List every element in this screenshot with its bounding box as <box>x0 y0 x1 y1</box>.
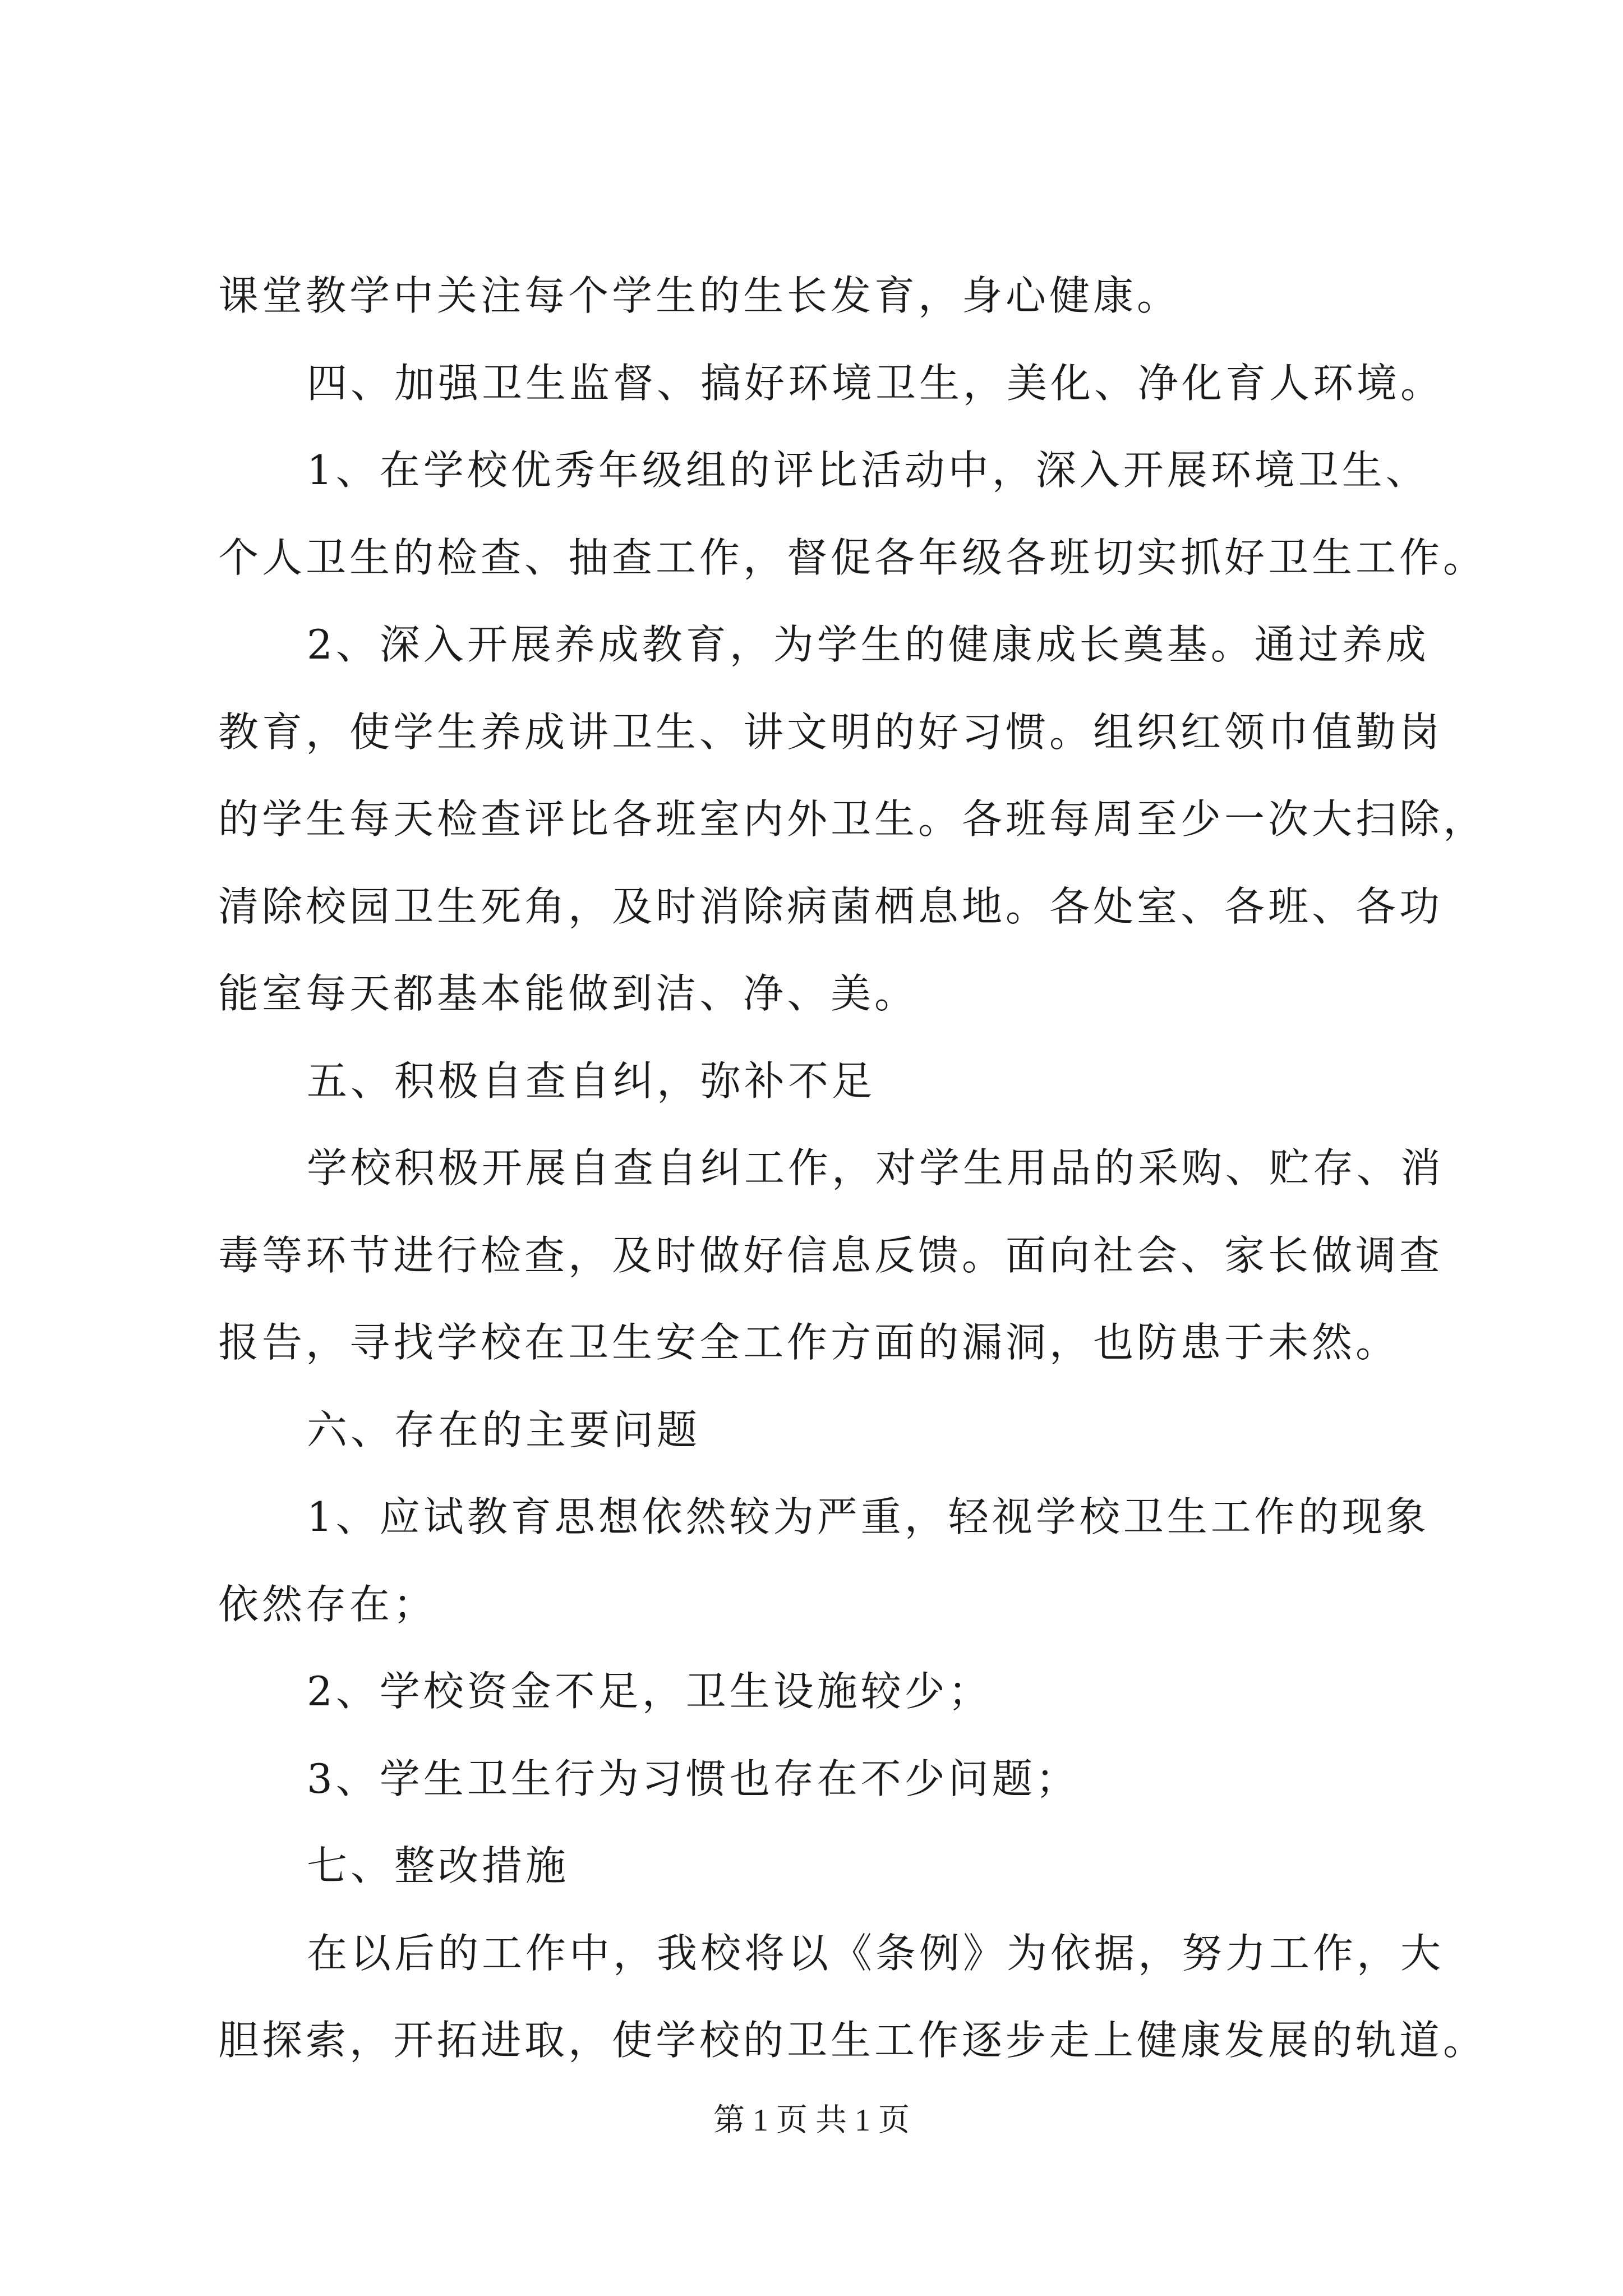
text-line: 个人卫生的检查、抽查工作，督促各年级各班切实抓好卫生工作。 <box>218 533 1487 581</box>
document-body <box>218 252 1487 2085</box>
text-line: 在以后的工作中，我校将以《条例》为依据，努力工作，大 <box>307 1929 1445 1977</box>
text-line: 2、深入开展养成教育，为学生的健康成长奠基。通过养成 <box>307 621 1430 668</box>
page-footer <box>0 2101 1623 2140</box>
text-line: 毒等环节进行检查，及时做好信息反馈。面向社会、家长做调查 <box>218 1231 1444 1279</box>
text-line: 胆探索，开拓进取，使学校的卫生工作逐步走上健康发展的轨道。 <box>218 2017 1487 2064</box>
text-line: 五、积极自查自纠，弥补不足 <box>307 1057 876 1105</box>
text-line: 四、加强卫生监督、搞好环境卫生，美化、净化育人环境。 <box>307 359 1445 407</box>
text-line: 能室每天都基本能做到洁、净、美。 <box>218 970 919 1017</box>
text-line: 课堂教学中关注每个学生的生长发育，身心健康。 <box>218 272 1181 319</box>
text-line: 清除校园卫生死角，及时消除病菌栖息地。各处室、各班、各功 <box>218 882 1444 930</box>
page-number-label: 第 1 页 共 1 页 <box>713 2103 910 2138</box>
text-line: 七、整改措施 <box>307 1842 570 1889</box>
text-line: 报告，寻找学校在卫生安全工作方面的漏洞，也防患于未然。 <box>218 1319 1400 1366</box>
text-line: 教育，使学生养成讲卫生、讲文明的好习惯。组织红领巾值勤岗 <box>218 708 1444 756</box>
text-line: 3、学生卫生行为习惯也存在不少问题； <box>307 1755 1080 1802</box>
text-line: 依然存在； <box>218 1580 437 1628</box>
text-line: 学校积极开展自查自纠工作，对学生用品的采购、贮存、消 <box>307 1144 1445 1191</box>
text-line: 六、存在的主要问题 <box>307 1406 701 1453</box>
text-line: 的学生每天检查评比各班室内外卫生。各班每周至少一次大扫除， <box>218 795 1487 843</box>
text-line: 1、应试教育思想依然较为严重，轻视学校卫生工作的现象 <box>307 1493 1430 1540</box>
text-line: 2、学校资金不足，卫生设施较少； <box>307 1668 992 1715</box>
text-line: 1、在学校优秀年级组的评比活动中，深入开展环境卫生、 <box>307 447 1430 494</box>
